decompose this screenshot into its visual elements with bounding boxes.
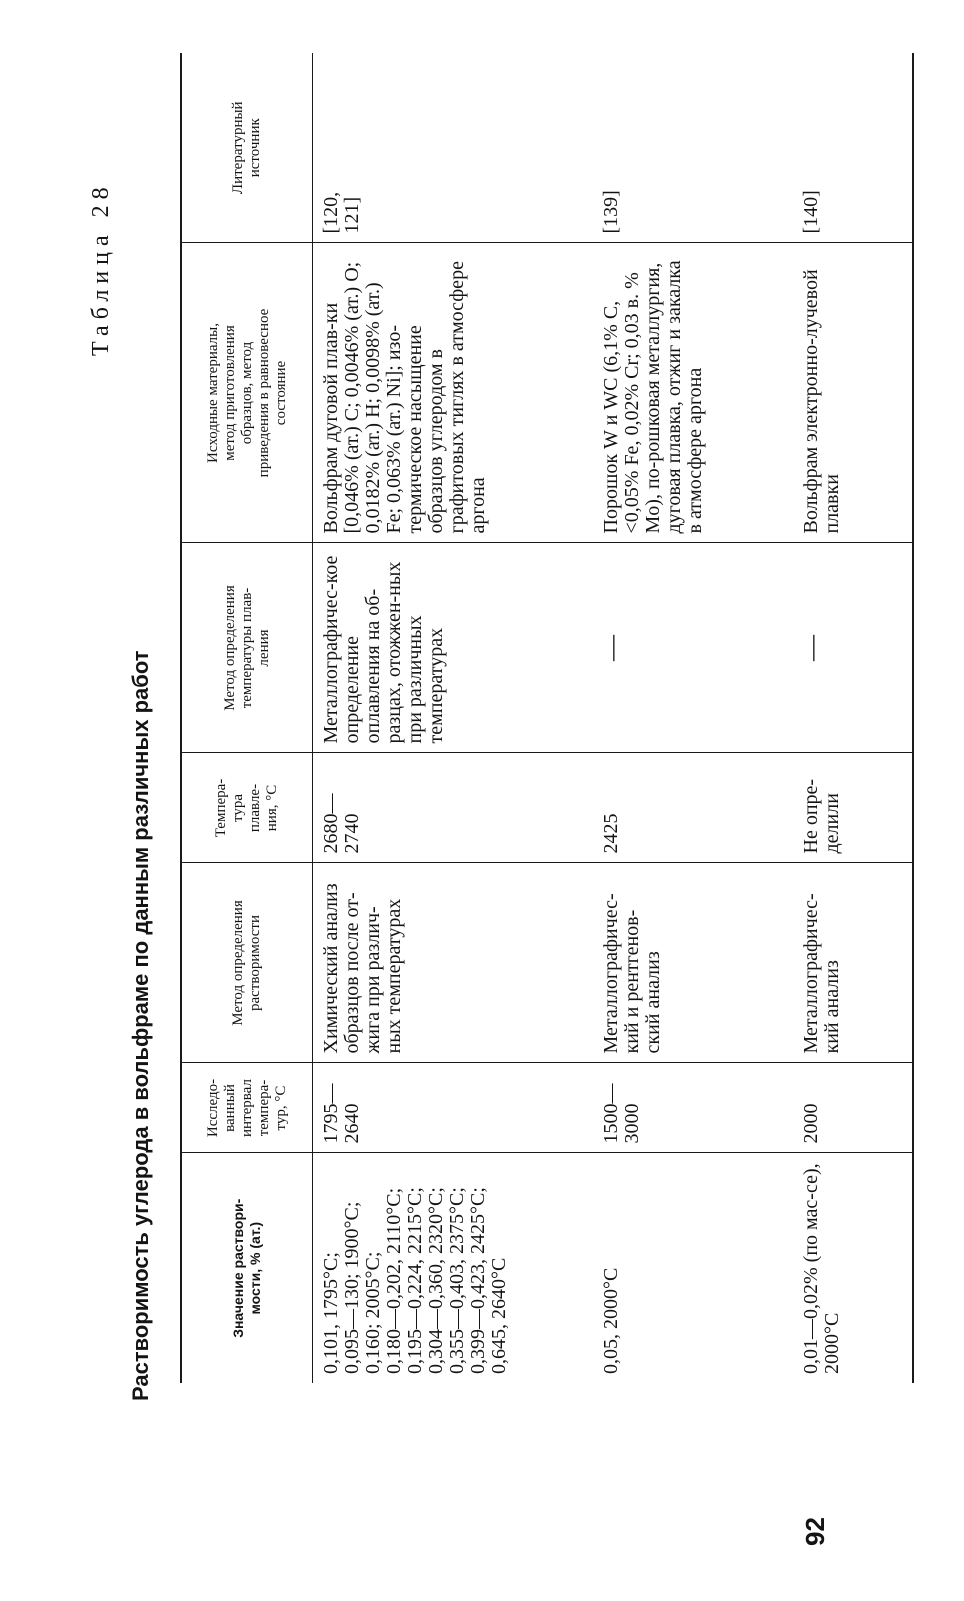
table-row xyxy=(313,53,593,1383)
cell-interval: 2000 xyxy=(793,1063,913,1153)
solubility-table xyxy=(180,53,914,1383)
cell-melting-method: — xyxy=(793,543,913,753)
cell-materials: Вольфрам дуговой плав-ки [0,046% (ат.) С; 0,0046% (ат.) О; 0,0182% (ат.) Н; 0,0098% (ат.) Fe; 0,063% (ат.) Ni]; изо-термическое насыщение образцов углеродом в графитовых тиглях в атмосфере аргона xyxy=(313,243,593,543)
table-row xyxy=(793,53,913,1383)
cell-solubility: 0,01—0,02% (по мас-се), 2000°С xyxy=(793,1153,913,1383)
cell-melting-temp: 2680— 2740 xyxy=(313,753,593,863)
cell-solubility-method: Металлографичес-кий анализ xyxy=(793,863,913,1063)
header-source: Литературный источник xyxy=(181,53,313,243)
page-number: 92 xyxy=(800,1517,830,1546)
header-interval: Исследо- ванный интервал темпера- тур, °С xyxy=(181,1063,313,1153)
cell-interval: 1795— 2640 xyxy=(313,1063,593,1153)
header-solubility: Значение раствори- мости, % (ат.) xyxy=(181,1153,313,1383)
cell-source: [139] xyxy=(593,53,793,243)
header-materials: Исходные материалы, метод приготовления образцов, метод приведения в равновесное состояние xyxy=(181,243,313,543)
header-melting-temp: Темпера- тура плавле- ния, °С xyxy=(181,753,313,863)
cell-source: [140] xyxy=(793,53,913,243)
cell-materials: Вольфрам электронно-лучевой плавки xyxy=(793,243,913,543)
cell-materials: Порошок W и WC (6,1% С, <0,05% Fe, 0,02% Cr; 0,03 в. % Mo), по-рошковая металлургия, дуговая плавка, отжиг и закалка в атмосфере аргона xyxy=(593,243,793,543)
cell-melting-method: Металлографичес-кое определение оплавления на об-разцах, отожжен-ных при различных температурах xyxy=(313,543,593,753)
header-solubility-method: Метод определения растворимости xyxy=(181,863,313,1063)
cell-melting-method: — xyxy=(593,543,793,753)
cell-source: [120, 121] xyxy=(313,53,593,243)
cell-melting-temp: 2425 xyxy=(593,753,793,863)
header-row xyxy=(181,53,313,1383)
header-melting-method: Метод определения температуры плав- ления xyxy=(181,543,313,753)
table-row xyxy=(593,53,793,1383)
cell-interval: 1500— 3000 xyxy=(593,1063,793,1153)
table-title: Растворимость углерода в вольфраме по данным различных работ xyxy=(128,650,153,1401)
cell-solubility: 0,101, 1795°С; 0,095—130; 1900°С; 0,160; 2005°С; 0,180—0,202, 2110°С; 0,195—0,224, 2215°С; 0,304—0,360, 2320°С; 0,355—0,403, 2375°С; 0,399—0,423, 2425°С; 0,645, 2640°С xyxy=(320,1187,510,1374)
table-label: Таблица 28 xyxy=(88,181,114,356)
cell-solubility-method: Металлографичес-кий и рентгенов-ский анализ xyxy=(593,863,793,1063)
cell-solubility-method: Химический анализ образцов после от-жига при различ-ных температурах xyxy=(313,863,593,1063)
cell-solubility: 0,05, 2000°С xyxy=(599,1267,622,1374)
cell-melting-temp: Не опре-делили xyxy=(793,753,913,863)
